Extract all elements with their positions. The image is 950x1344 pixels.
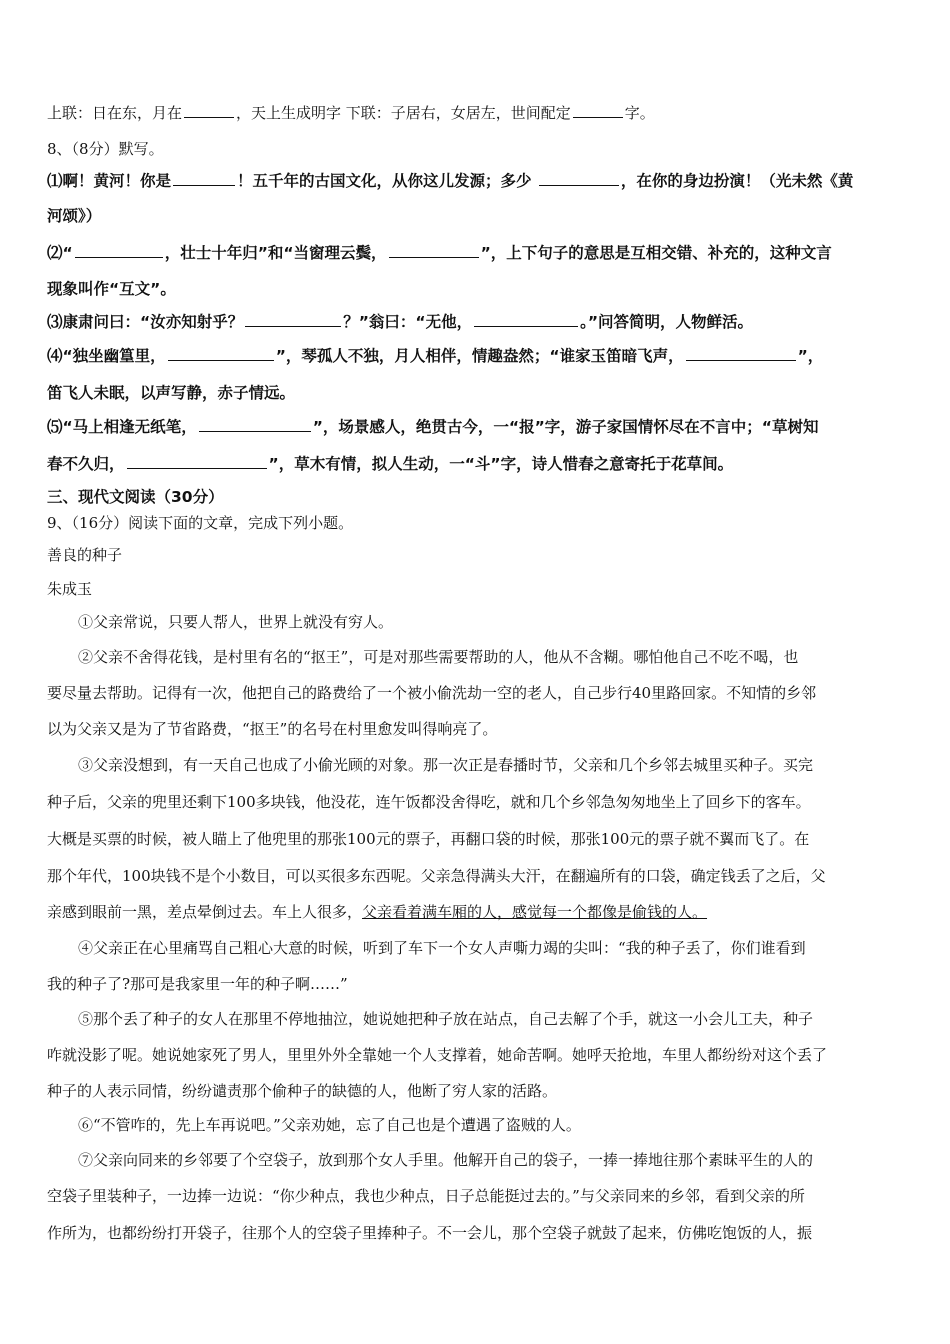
answer-blank <box>686 346 796 361</box>
answer-blank <box>173 171 235 186</box>
article-author: 朱成玉 <box>47 580 93 598</box>
q8-item-3: ⑶康肃问曰：“汝亦知射乎？ ？”翁曰：“无他， 。”问答简明，人物鲜活。 <box>47 313 754 331</box>
answer-blank <box>474 312 578 327</box>
q8-item-2: ⑵“ ，壮士十年归”和“当窗理云鬓， ”，上下句子的意思是互相交错、补充的，这种文言 <box>47 244 832 262</box>
answer-blank <box>573 103 623 118</box>
paragraph-2-line: 以为父亲又是为了节省路费，“抠王”的名号在村里愈发叫得响亮了。 <box>47 720 498 738</box>
q8-item-1-cont: 河颂》） <box>47 207 102 225</box>
paragraph-3-line: 种子后，父亲的兜里还剩下100多块钱，他没花，连午饭都没舍得吃，就和几个乡邻急匆匆地坐上了回乡下的客车。 <box>47 793 811 811</box>
paragraph-5-line: 种子的人表示同情，纷纷谴责那个偷种子的缺德的人，他断了穷人家的活路。 <box>47 1082 558 1100</box>
question-9-heading: 9、（16分）阅读下面的文章，完成下列小题。 <box>47 514 354 532</box>
q8-item-4-cont: 笛飞人未眠，以声写静，赤子情远。 <box>47 384 296 402</box>
article-title: 善良的种子 <box>47 546 123 564</box>
paragraph-3-line: 大概是买票的时候，被人瞄上了他兜里的那张100元的票子，再翻口袋的时候，那张100元的票子就不翼而飞了。在 <box>47 830 810 848</box>
paragraph-5: ⑤那个丢了种子的女人在那里不停地抽泣，她说她把种子放在站点，自己去解了个手，就这一小会儿工夫，种子 <box>78 1010 814 1028</box>
text: ，天上生成明字 下联：子居右，女居左，世间配定 <box>236 104 571 122</box>
answer-blank <box>245 312 341 327</box>
paragraph-2-line: 要尽量去帮助。记得有一次，他把自己的路费给了一个被小偷洗劫一空的老人，自己步行40里路回家。不知情的乡邻 <box>47 684 817 702</box>
text: 字。 <box>624 104 655 122</box>
answer-blank <box>199 417 311 432</box>
answer-blank <box>539 171 619 186</box>
q8-item-1: ⑴啊！黄河！你是 ！五千年的古国文化，从你这儿发源；多少 ，在你的身边扮演！（光未然《黄 <box>47 172 854 190</box>
question-8-heading: 8、（8分）默写。 <box>47 140 164 158</box>
paragraph-2: ②父亲不舍得花钱，是村里有名的“抠王”，可是对那些需要帮助的人，他从不含糊。哪怕他自己不吃不喝，也 <box>78 648 799 666</box>
answer-blank <box>127 454 267 469</box>
paragraph-6: ⑥“不管咋的，先上车再说吧。”父亲劝她，忘了自己也是个遭遇了盗贼的人。 <box>78 1116 581 1134</box>
paragraph-4-line: 我的种子了?那可是我家里一年的种子啊……” <box>47 975 348 993</box>
paragraph-7-line: 空袋子里装种子，一边捧一边说：“你少种点，我也少种点，日子总能挺过去的。”与父亲同来的乡邻，看到父亲的所 <box>47 1187 805 1205</box>
answer-blank <box>389 243 479 258</box>
text: 上联：日在东，月在 <box>47 104 183 122</box>
paragraph-5-line: 咋就没影了呢。她说她家死了男人，里里外外全靠她一个人支撑着，她命苦啊。她呼天抢地，车里人都纷纷对这个丢了 <box>47 1046 828 1064</box>
paragraph-3-line: 那个年代，100块钱不是个小数目，可以买很多东西呢。父亲急得满头大汗，在翻遍所有的口袋，确定钱丢了之后，父 <box>47 867 826 885</box>
paragraph-7: ⑦父亲向同来的乡邻要了个空袋子，放到那个女人手里。他解开自己的袋子，一捧一捧地往那个素昧平生的人的 <box>78 1151 814 1169</box>
answer-blank <box>75 243 163 258</box>
paragraph-3-line: 亲感到眼前一黑，差点晕倒过去。车上人很多，父亲看着满车厢的人，感觉每一个都像是偷钱的人。 <box>47 903 708 921</box>
paragraph-4: ④父亲正在心里痛骂自己粗心大意的时候，听到了车下一个女人声嘶力竭的尖叫：“我的种子丢了，你们谁看到 <box>78 939 806 957</box>
q8-item-5: ⑸“马上相逢无纸笔， ”，场景感人，绝贯古今，一“报”字，游子家国情怀尽在不言中；“草树知 <box>47 418 819 436</box>
answer-blank <box>184 103 234 118</box>
paragraph-1: ①父亲常说，只要人帮人，世界上就没有穷人。 <box>78 613 394 631</box>
underlined-sentence: 父亲看着满车厢的人，感觉每一个都像是偷钱的人。 <box>362 903 708 921</box>
paragraph-3: ③父亲没想到，有一天自己也成了小偷光顾的对象。那一次正是春播时节，父亲和几个乡邻去城里买种子。买完 <box>78 756 814 774</box>
q8-item-4: ⑷“独坐幽篁里， ”，琴孤人不独，月人相伴，情趣盎然；“谁家玉笛暗飞声， ”， <box>47 347 824 365</box>
paragraph-7-line: 作所为，也都纷纷打开袋子，往那个人的空袋子里捧种子。不一会儿，那个空袋子就鼓了起来，仿佛吃饱饭的人，振 <box>47 1224 813 1242</box>
section-3-heading: 三、现代文阅读（30分） <box>47 488 224 506</box>
answer-blank <box>168 346 274 361</box>
q8-item-2-cont: 现象叫作“互文”。 <box>47 280 176 298</box>
q8-item-5-cont: 春不久归， ”，草木有情，拟人生动，一“斗”字，诗人惜春之意寄托于花草间。 <box>47 455 734 473</box>
couplet-line <box>47 103 655 123</box>
